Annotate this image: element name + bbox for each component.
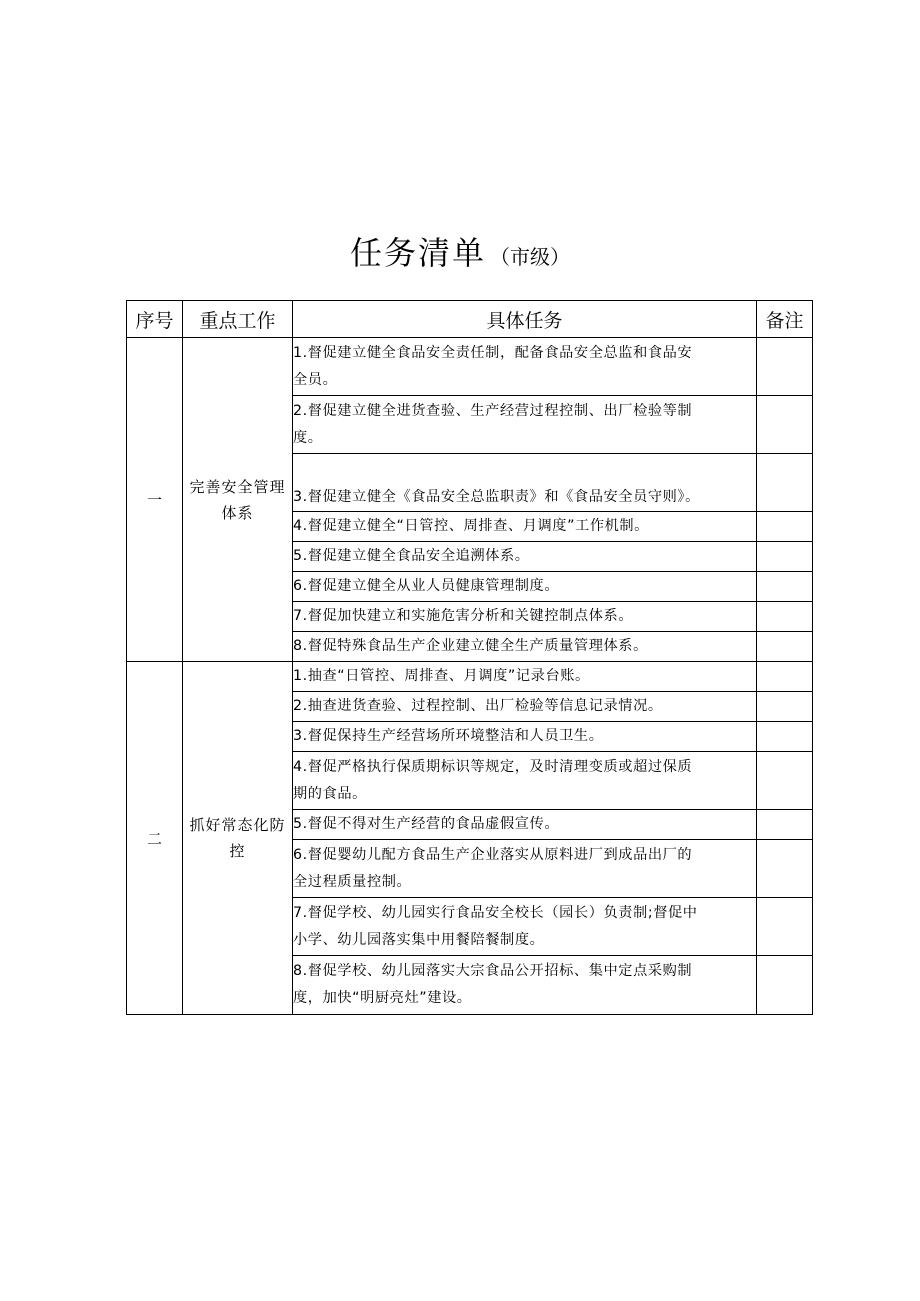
task-line: 1.督促建立健全食品安全责任制，配备食品安全总监和食品安 xyxy=(293,344,693,361)
task-line: 全过程质量控制。 xyxy=(293,873,412,890)
task-line: 5.督促不得对生产经营的食品虚假宣传。 xyxy=(293,816,560,832)
task-cell xyxy=(293,840,757,898)
task-line: 6.督促建立健全从业人员健康管理制度。 xyxy=(293,578,560,594)
task-line: 7.督促学校、幼儿园实行食品安全校长（园长）负责制;督促中 xyxy=(293,904,698,921)
note-cell xyxy=(757,542,813,572)
note-cell xyxy=(757,840,813,898)
task-cell xyxy=(293,602,757,632)
task-line: 4.督促建立健全“日管控、周排查、月调度”工作机制。 xyxy=(293,518,649,534)
section-focus-area: 完善安全管理体系 xyxy=(183,338,293,662)
task-cell xyxy=(293,632,757,662)
table-row xyxy=(127,662,813,692)
task-cell xyxy=(293,396,757,454)
task-cell xyxy=(293,572,757,602)
table-body xyxy=(127,338,813,1015)
note-cell xyxy=(757,722,813,752)
task-line: 3.督促建立健全《食品安全总监职责》和《食品安全员守则》。 xyxy=(293,489,700,505)
header-note: 备注 xyxy=(757,301,813,338)
table-row xyxy=(127,338,813,396)
header-task: 具体任务 xyxy=(293,301,757,338)
task-line: 全员。 xyxy=(293,371,338,388)
task-line: 8.督促特殊食品生产企业建立健全生产质量管理体系。 xyxy=(293,638,648,654)
task-line: 期的食品。 xyxy=(293,785,367,802)
task-line: 7.督促加快建立和实施危害分析和关键控制点体系。 xyxy=(293,608,634,624)
section-number: 一 xyxy=(127,338,183,662)
note-cell xyxy=(757,602,813,632)
note-cell xyxy=(757,396,813,454)
note-cell xyxy=(757,632,813,662)
note-cell xyxy=(757,752,813,810)
header-num: 序号 xyxy=(127,301,183,338)
task-line: 8.督促学校、幼儿园落实大宗食品公开招标、集中定点采购制 xyxy=(293,963,693,979)
task-cell xyxy=(293,752,757,810)
task-cell xyxy=(293,338,757,396)
table-header-row xyxy=(127,301,813,338)
note-cell xyxy=(757,338,813,396)
section-number: 二 xyxy=(127,662,183,1015)
task-line: 6.督促婴幼儿配方食品生产企业落实从原料进厂到成品出厂的 xyxy=(293,846,693,863)
title-subtitle: （市级） xyxy=(490,245,570,269)
note-cell xyxy=(757,898,813,956)
task-line: 4.督促严格执行保质期标识等规定，及时清理变质或超过保质 xyxy=(293,758,693,775)
task-line: 2.督促建立健全进货查验、生产经营过程控制、出厂检验等制 xyxy=(293,402,693,419)
task-line: 度，加快“明厨亮灶”建设。 xyxy=(293,990,472,1006)
task-cell xyxy=(293,898,757,956)
note-cell xyxy=(757,512,813,542)
task-line: 5.督促建立健全食品安全追溯体系。 xyxy=(293,548,530,564)
page-title xyxy=(0,228,920,274)
note-cell xyxy=(757,956,813,1015)
task-cell xyxy=(293,956,757,1015)
task-cell xyxy=(293,722,757,752)
note-cell xyxy=(757,692,813,722)
task-cell xyxy=(293,662,757,692)
task-cell xyxy=(293,692,757,722)
task-cell xyxy=(293,542,757,572)
task-line: 3.督促保持生产经营场所环境整洁和人员卫生。 xyxy=(293,728,604,744)
task-table xyxy=(126,300,813,1015)
task-line: 小学、幼儿园落实集中用餐陪餐制度。 xyxy=(293,931,545,948)
title-main: 任务清单 xyxy=(349,234,486,272)
header-area: 重点工作 xyxy=(183,301,293,338)
note-cell xyxy=(757,572,813,602)
task-cell xyxy=(293,454,757,512)
note-cell xyxy=(757,454,813,512)
task-cell xyxy=(293,512,757,542)
task-cell xyxy=(293,810,757,840)
task-line: 2.抽查进货查验、过程控制、出厂检验等信息记录情况。 xyxy=(293,698,663,714)
task-line: 度。 xyxy=(293,429,323,446)
note-cell xyxy=(757,810,813,840)
note-cell xyxy=(757,662,813,692)
task-line: 1.抽查“日管控、周排查、月调度”记录台账。 xyxy=(293,668,590,684)
section-focus-area: 抓好常态化防控 xyxy=(183,662,293,1015)
